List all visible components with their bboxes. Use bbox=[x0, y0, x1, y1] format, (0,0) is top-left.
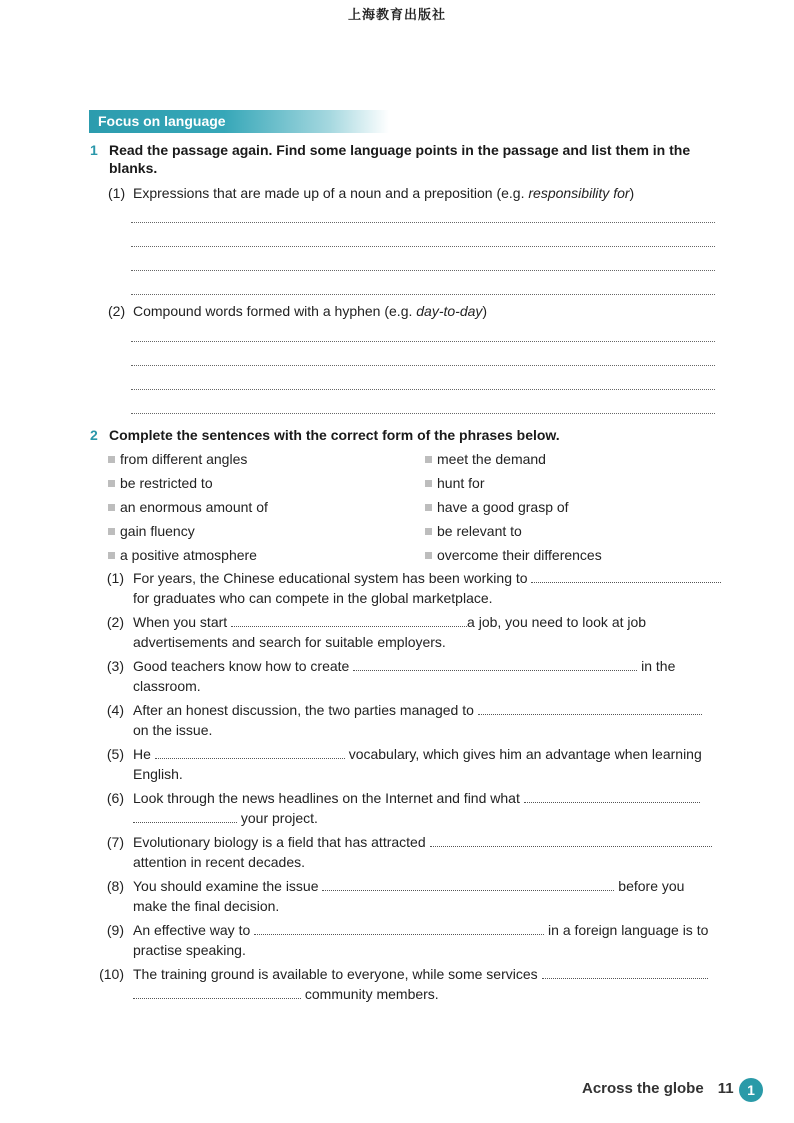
answer-line[interactable] bbox=[131, 270, 715, 271]
sentence-text: After an honest discussion, the two parties managed to bbox=[133, 702, 474, 718]
question-text-line-2: blanks. bbox=[109, 160, 158, 176]
fill-blank[interactable] bbox=[133, 809, 237, 823]
sub-item-text: Expressions that are made up of a noun and a preposition (e.g. bbox=[133, 185, 529, 201]
sentence-text: in the bbox=[641, 658, 676, 674]
phrase-text: be relevant to bbox=[437, 523, 522, 539]
sentence-item bbox=[90, 832, 730, 872]
answer-line[interactable] bbox=[131, 413, 715, 414]
sentence-text: a job, you need to look at job bbox=[467, 614, 647, 630]
fill-blank[interactable] bbox=[155, 745, 345, 759]
phrase-text: a positive atmosphere bbox=[120, 547, 257, 563]
sentence-text: When you start bbox=[133, 614, 228, 630]
fill-blank[interactable] bbox=[542, 965, 708, 979]
sentence-continuation: for graduates who can compete in the global marketplace. bbox=[133, 590, 493, 606]
sentence-text: in a foreign language is to bbox=[548, 922, 709, 938]
fill-blank[interactable] bbox=[353, 657, 637, 671]
page-number: 11 bbox=[717, 1080, 734, 1097]
fill-blank[interactable] bbox=[254, 921, 544, 935]
sentence-text: He bbox=[133, 746, 151, 762]
sentence-text: For years, the Chinese educational system has been working to bbox=[133, 570, 528, 586]
sub-item-number: (1) bbox=[108, 185, 126, 201]
unit-number-badge: 1 bbox=[739, 1078, 763, 1102]
sentence-number: (6) bbox=[106, 790, 124, 806]
sentence-number: (9) bbox=[106, 922, 124, 938]
sentence-text: Good teachers know how to create bbox=[133, 658, 350, 674]
question-number: 1 bbox=[90, 142, 98, 158]
phrase-item bbox=[108, 474, 213, 492]
phrase-text: be restricted to bbox=[120, 475, 213, 491]
question-text-line-1: Read the passage again. Find some language points in the passage and list them in the bbox=[109, 142, 691, 158]
sub-item-1 bbox=[108, 184, 634, 202]
sentence-text: An effective way to bbox=[133, 922, 251, 938]
sentence-continuation: on the issue. bbox=[133, 722, 213, 738]
bullet-square-icon bbox=[425, 552, 432, 559]
phrase-text: gain fluency bbox=[120, 523, 195, 539]
bullet-square-icon bbox=[108, 456, 115, 463]
fill-blank[interactable] bbox=[322, 877, 614, 891]
phrase-item bbox=[108, 522, 195, 540]
section-banner bbox=[89, 110, 389, 133]
phrase-item bbox=[108, 498, 268, 516]
bullet-square-icon bbox=[425, 504, 432, 511]
page-footer bbox=[582, 1080, 734, 1097]
sentence-number: (7) bbox=[106, 834, 124, 850]
sentence-number: (2) bbox=[106, 614, 124, 630]
sub-item-text: Compound words formed with a hyphen (e.g. bbox=[133, 303, 417, 319]
sub-item-example: responsibility for bbox=[528, 185, 630, 201]
fill-blank[interactable] bbox=[478, 701, 702, 715]
bullet-square-icon bbox=[108, 528, 115, 535]
question-text: Complete the sentences with the correct form of the phrases below. bbox=[109, 427, 560, 443]
bullet-square-icon bbox=[425, 528, 432, 535]
sentence-number: (1) bbox=[106, 570, 124, 586]
answer-line[interactable] bbox=[131, 222, 715, 223]
fill-blank[interactable] bbox=[531, 569, 721, 583]
sentence-number: (5) bbox=[106, 746, 124, 762]
phrase-item bbox=[108, 450, 247, 468]
fill-blank[interactable] bbox=[524, 789, 700, 803]
sentence-item bbox=[90, 744, 730, 784]
sentence-number: (4) bbox=[106, 702, 124, 718]
phrase-text: an enormous amount of bbox=[120, 499, 268, 515]
answer-line[interactable] bbox=[131, 365, 715, 366]
answer-line[interactable] bbox=[131, 294, 715, 295]
sentence-text: before you bbox=[618, 878, 685, 894]
sentence-continuation: make the final decision. bbox=[133, 898, 280, 914]
sentence-number: (8) bbox=[106, 878, 124, 894]
sentence-number: (3) bbox=[106, 658, 124, 674]
publisher-header: 上海教育出版社 bbox=[347, 8, 446, 23]
bullet-square-icon bbox=[425, 456, 432, 463]
sentence-item bbox=[90, 964, 730, 1004]
question-1-heading bbox=[90, 141, 730, 177]
sentence-text: vocabulary, which gives him an advantage when learning bbox=[348, 746, 702, 762]
sentence-item bbox=[90, 700, 730, 740]
sub-item-example: day-to-day bbox=[416, 303, 483, 319]
fill-blank[interactable] bbox=[133, 985, 301, 999]
sentence-continuation: English. bbox=[133, 766, 183, 782]
sentence-item bbox=[90, 612, 730, 652]
phrase-item bbox=[425, 474, 484, 492]
sentence-continuation: attention in recent decades. bbox=[133, 854, 306, 870]
sentence-text: Evolutionary biology is a field that has attracted bbox=[133, 834, 426, 850]
sentence-item bbox=[90, 920, 730, 960]
sentence-continuation: classroom. bbox=[133, 678, 201, 694]
question-2-heading bbox=[90, 426, 730, 444]
phrase-text: meet the demand bbox=[437, 451, 546, 467]
sentence-continuation: advertisements and search for suitable employers. bbox=[133, 634, 446, 650]
phrase-text: from different angles bbox=[120, 451, 248, 467]
section-title: Focus on language bbox=[98, 113, 226, 129]
sentence-text: The training ground is available to everyone, while some services bbox=[133, 966, 538, 982]
bullet-square-icon bbox=[108, 552, 115, 559]
answer-line[interactable] bbox=[131, 389, 715, 390]
question-number: 2 bbox=[90, 427, 98, 443]
phrase-item bbox=[425, 450, 546, 468]
sub-item-number: (2) bbox=[108, 303, 126, 319]
phrase-item bbox=[425, 522, 522, 540]
bullet-square-icon bbox=[108, 480, 115, 487]
sub-item-2 bbox=[108, 302, 487, 320]
fill-blank[interactable] bbox=[430, 833, 712, 847]
sentence-continuation: your project. bbox=[240, 810, 318, 826]
sentence-continuation: practise speaking. bbox=[133, 942, 246, 958]
sentence-number: (10) bbox=[99, 966, 124, 982]
answer-line[interactable] bbox=[131, 341, 715, 342]
sub-item-close: ) bbox=[629, 185, 635, 201]
sentence-text: You should examine the issue bbox=[133, 878, 319, 894]
phrase-item bbox=[108, 546, 257, 564]
sentence-item bbox=[90, 788, 730, 828]
sentence-text: Look through the news headlines on the Internet and find what bbox=[133, 790, 520, 806]
sentence-item bbox=[90, 876, 730, 916]
answer-line[interactable] bbox=[131, 246, 715, 247]
sub-item-close: ) bbox=[482, 303, 488, 319]
phrase-text: hunt for bbox=[437, 475, 485, 491]
bullet-square-icon bbox=[108, 504, 115, 511]
bullet-square-icon bbox=[425, 480, 432, 487]
phrase-text: have a good grasp of bbox=[437, 499, 569, 515]
sentence-continuation: community members. bbox=[304, 986, 439, 1002]
sentence-item bbox=[90, 656, 730, 696]
fill-blank[interactable] bbox=[231, 613, 467, 627]
phrase-text: overcome their differences bbox=[437, 547, 602, 563]
phrase-item bbox=[425, 498, 569, 516]
phrase-item bbox=[425, 546, 602, 564]
sentence-item bbox=[90, 568, 730, 608]
unit-title: Across the globe bbox=[582, 1080, 704, 1097]
